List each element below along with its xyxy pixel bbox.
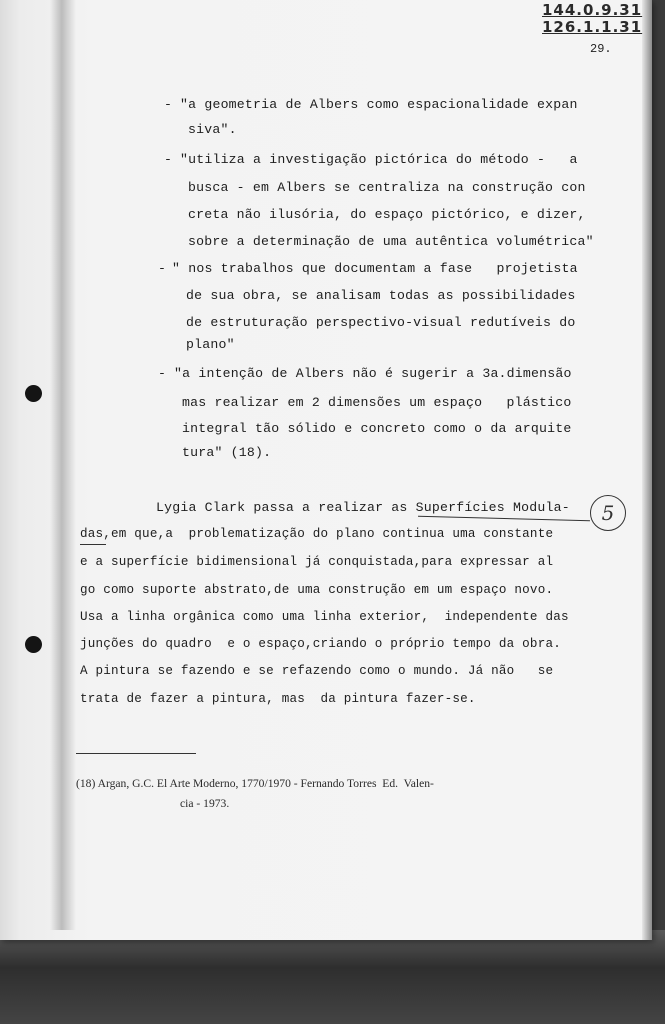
quote-line: mas realizar em 2 dimensões um espaço plástico (182, 395, 572, 410)
archive-code (542, 2, 642, 36)
quote-line: " nos trabalhos que documentam a fase projetista (172, 261, 578, 276)
quote-line: plano" (186, 337, 235, 352)
quote-line: "a intenção de Albers não é sugerir a 3a.dimensão (174, 366, 572, 381)
quote-bullet: - (164, 152, 172, 167)
handwritten-underline (418, 516, 590, 522)
punch-hole-top (25, 385, 42, 402)
handwritten-underline (80, 544, 106, 545)
page-number: 29. (590, 42, 612, 56)
archive-code-line2: 126.1.1.31 (542, 18, 643, 36)
paragraph-line: A pintura se fazendo e se refazendo como o mundo. Já não se (80, 664, 554, 678)
quote-bullet: - (158, 261, 166, 276)
quote-line: de sua obra, se analisam todas as possibilidades (186, 288, 576, 303)
footnote-rule (76, 753, 196, 754)
quote-line: de estruturação perspectivo-visual redutíveis do (186, 315, 576, 330)
paragraph-line: das,em que,a problematização do plano continua uma constante (80, 527, 554, 541)
paragraph-line: junções do quadro e o espaço,criando o próprio tempo da obra. (80, 637, 561, 651)
quote-line: "a geometria de Albers como espacionalidade expan (180, 97, 578, 112)
quote-line: busca - em Albers se centraliza na construção con (188, 180, 586, 195)
page-fold-shadow (50, 0, 76, 930)
paragraph-line: Usa a linha orgânica como uma linha exterior, independente das (80, 610, 569, 624)
scanner-bed (0, 930, 665, 1024)
paragraph-line: Lygia Clark passa a realizar as Superfícies Modula- (156, 500, 570, 515)
footnote-line: (18) Argan, G.C. El Arte Moderno, 1770/1970 - Fernando Torres Ed. Valen- (76, 777, 434, 790)
quote-bullet: - (164, 97, 172, 112)
paragraph-line: trata de fazer a pintura, mas da pintura fazer-se. (80, 692, 476, 706)
quote-line: sobre a determinação de uma autêntica volumétrica" (188, 234, 594, 249)
page-edge (642, 0, 652, 940)
paragraph-line: e a superfície bidimensional já conquistada,para expressar al (80, 555, 554, 569)
quote-line: "utiliza a investigação pictórica do método - a (180, 152, 578, 167)
paragraph-line: go como suporte abstrato,de uma construção em um espaço novo. (80, 583, 554, 597)
quote-line: siva". (188, 122, 237, 137)
footnote-line: cia - 1973. (180, 797, 230, 810)
archive-code-line1: 144.0.9.31 (542, 1, 643, 19)
quote-line: tura" (18). (182, 445, 272, 460)
quote-bullet: - (158, 366, 166, 381)
margin-note-circled: 5 (590, 495, 626, 531)
quote-line: integral tão sólido e concreto como o da arquite (182, 421, 572, 436)
punch-hole-bottom (25, 636, 42, 653)
quote-line: creta não ilusória, do espaço pictórico, e dizer, (188, 207, 586, 222)
